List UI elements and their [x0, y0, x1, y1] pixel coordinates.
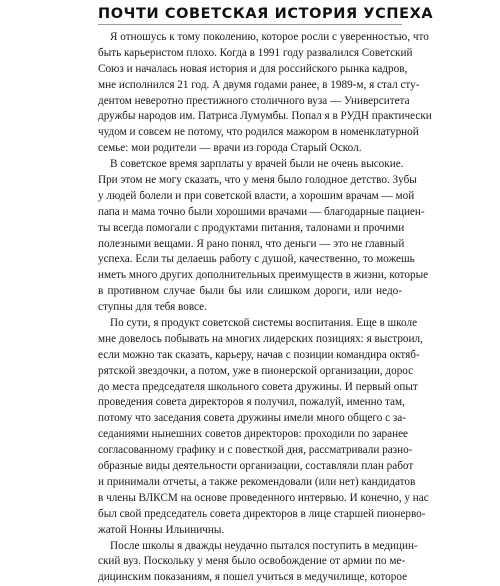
text-line: рятской звездочки, а потом, уже в пионерской организации, дорос — [98, 364, 402, 380]
text-line: полезными вещами. Я рано понял, что деньги — это не главный — [98, 237, 402, 253]
text-line: По сути, я продукт советской системы воспитания. Еще в школе — [98, 316, 402, 332]
text-line: После школы я дважды неудачно пытался поступить в медицин- — [98, 539, 402, 555]
running-head: ПОЧТИ СОВЕТСКАЯ ИСТОРИЯ УСПЕХА — [98, 4, 402, 24]
body-text — [98, 30, 402, 586]
text-line: и принимали отчеты, а также рекомендовали (или нет) кандидатов — [98, 475, 402, 491]
text-line: был свой председатель совета директоров в лице старшей пионерво- — [98, 507, 402, 523]
text-line: жатой Нонны Ильиничны. — [98, 523, 402, 539]
text-line: ступны для тебя вовсе. — [98, 300, 402, 316]
text-line: ты всегда помогали с продуктами питания, талонами и прочими — [98, 221, 402, 237]
paragraph — [98, 539, 402, 586]
text-line: проведения совета директоров я получил, пожалуй, именно там, — [98, 395, 402, 411]
text-line: дицинским показаниям, я пошел учиться в медучилище, которое — [98, 570, 402, 586]
text-line: Союз и началась новая история и для российского рынка кадров, — [98, 62, 402, 78]
text-line: При этом не могу сказать, что у меня было голодное детство. Зубы — [98, 173, 402, 189]
text-line: успеха. Если ты делаешь работу с душой, качественно, то можешь — [98, 252, 402, 268]
text-line: седаниями нынешних советов директоров: проходили по заранее — [98, 427, 402, 443]
text-line: в противном случае были бы или слишком дороги, или недо- — [98, 284, 402, 300]
text-line: согласованному графику и с повесткой дня, рассматривали разно- — [98, 443, 402, 459]
text-line: дружбы народов им. Патриса Лумумбы. Попал я в РУДН практически — [98, 109, 402, 125]
text-line: до места председателя школьного совета дружины. И первый опыт — [98, 380, 402, 396]
text-line: папа и мама точно были хорошими врачами — благодарные пациен- — [98, 205, 402, 221]
text-line: ский вуз. Поскольку у меня было освобождение от армии по ме- — [98, 554, 402, 570]
text-line: Я отношусь к тому поколению, которое росли с уверенностью, что — [98, 30, 402, 46]
text-line: иметь много других дополнительных преимуществ в жизни, которые — [98, 268, 402, 284]
paragraph — [98, 157, 402, 316]
paragraph — [98, 30, 402, 157]
text-line: В советское время зарплаты у врачей были не очень высокие. — [98, 157, 402, 173]
text-line: если можно так сказать, карьеру, начав с позиции командира октяб- — [98, 348, 402, 364]
text-line: мне довелось побывать на многих лидерских позициях: я выстроил, — [98, 332, 402, 348]
text-line: в члены ВЛКСМ на основе проведенного интервью. И конечно, у нас — [98, 491, 402, 507]
text-line: семье: мои родители — врачи из города Старый Оскол. — [98, 141, 402, 157]
text-line: образные виды деятельности организации, составляли план работ — [98, 459, 402, 475]
text-line: потому что заседания совета дружины имели много общего с за- — [98, 411, 402, 427]
text-line: чудом и совсем не потому, что родился мажором в номенклатурной — [98, 125, 402, 141]
header-rule — [98, 24, 402, 25]
text-line: дентом неверотно престижного столичного вуза — Университета — [98, 94, 402, 110]
text-line: мне исполнился 21 год. А двумя годами ранее, в 1989-м, я стал сту- — [98, 78, 402, 94]
paragraph — [98, 316, 402, 538]
text-line: быть карьеристом плохо. Когда в 1991 году развалился Советский — [98, 46, 402, 62]
text-line: у людей болели и при советской власти, а хорошим врачам — мой — [98, 189, 402, 205]
